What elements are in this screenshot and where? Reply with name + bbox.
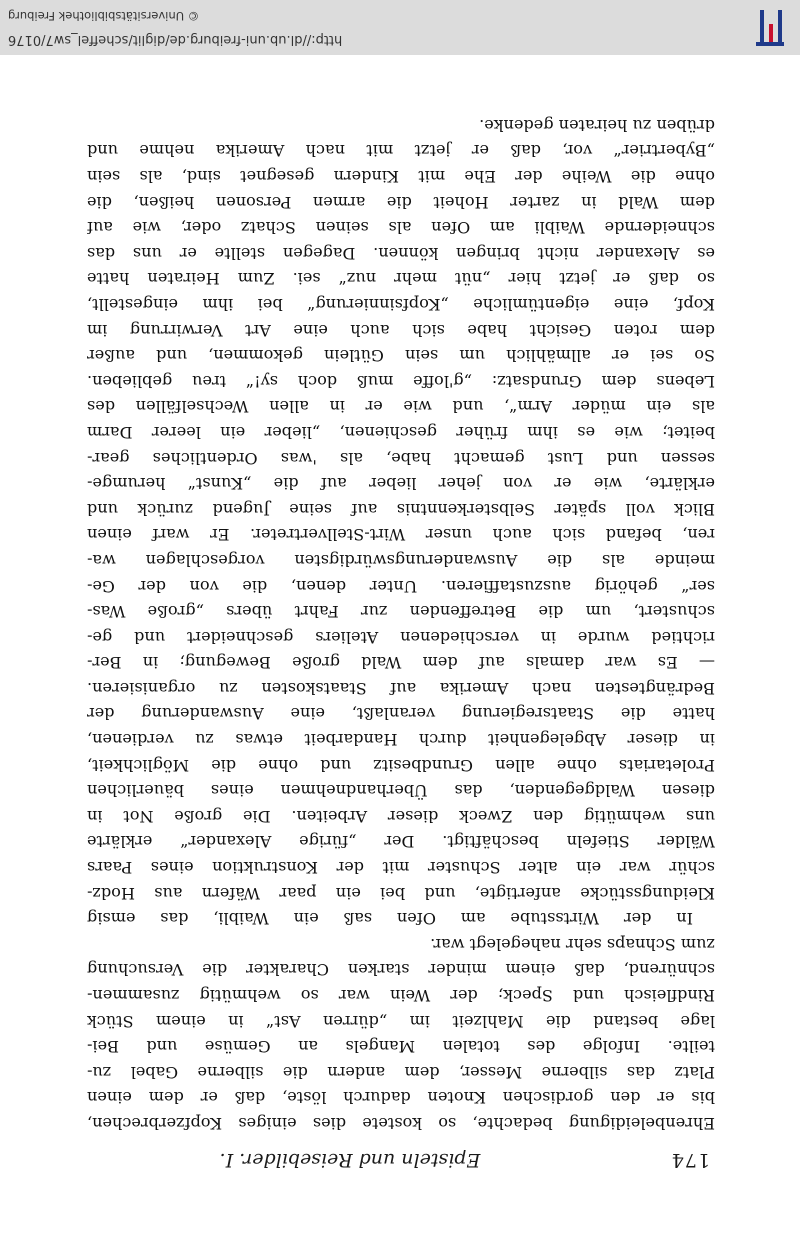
text-line: bis er den gordischen Knoten dadurch löste, daß er dem einen [87, 1088, 715, 1108]
text-line: Proletariats ohne allen Grundbesitz und ohne die Möglichkeit, [87, 755, 715, 775]
text-line: erklärte, wie er von jeher lieber auf die „Kunst“ herumge- [87, 474, 715, 494]
text-line: Platz das silberne Messer, dem andern die silberne Gabel zu- [87, 1062, 715, 1082]
text-line: Kopf, eine eigentümliche „Kopfsinnierung“ bei ihm eingestellt, [87, 295, 715, 314]
text-line: diesen Waldgegenden, das Überhandnehmen eines bäuerlichen [87, 781, 715, 801]
text-line: es Alexander nicht bringen können. Dagegen stellte er uns das [87, 243, 715, 263]
page-header [90, 1141, 710, 1171]
text-line: richtied wurde in verschiedenen Ateliers geschneidert und ge- [87, 627, 715, 647]
text-line: Bedrängtesten nach Amerika auf Staatskosten zu organisieren. [87, 678, 715, 698]
text-line: in dieser Abgelegenheit durch Handarbeit etwas zu verdienen, [87, 730, 715, 750]
text-line: schneidernde Waibli am Ofen als seinen Schatz oder, wie auf [87, 218, 715, 238]
text-line: In der Wirtsstube am Ofen saß ein Waibli, das emsig [87, 909, 693, 929]
text-line: Ehrenbeleidigung bedachte, so kostete dies einiges Kopfzerbrechen, [87, 1114, 715, 1133]
text-line: schustert, um die Betreffenden zur Fahrt übers „große Was- [87, 602, 715, 622]
logo-bar-right [760, 10, 764, 46]
text-line: sessen und Lust gemacht habe, als 'was Ordentliches gear- [87, 448, 715, 468]
text-line: so daß er jetzt hier „nüt mehr nuz“ sei. Zum Heiraten hatte [87, 269, 715, 289]
university-logo-icon [748, 6, 792, 50]
running-title: Episteln und Reisebilder. I. [219, 1149, 481, 1171]
text-line: schnürend, daß einem minder starken Charakter die Versuchung [87, 960, 715, 980]
text-line: uns wehmütig den Zweck dieser Arbeiten. Die große Not in [87, 806, 715, 826]
text-line: Rindfleisch und Speck; der Wein war so wehmütig zusammen- [87, 986, 715, 1006]
text-line: drüben zu heiraten gedenke. [479, 115, 715, 135]
text-line: beitet; wie es ihm früher geschienen, „lieber ein leerer Darm [87, 422, 715, 442]
text-line: Wälder Stiefeln beschäftigt. Der „fürige Alexander“ erklärte [87, 832, 715, 852]
page-url[interactable]: http://dl.ub.uni-freiburg.de/diglit/scheffel_sw7/0176 [8, 32, 343, 47]
text-line: „Bybertrier“ vor, daß er jetzt mit nach Amerika nehme und [87, 141, 715, 161]
text-line: ohne die Weihe der Ehe mit Kindern gesegnet sind, als sein [87, 167, 715, 187]
logo-bar-left [778, 10, 782, 46]
text-line: dem Wald in zarter Hoheit die armen Personen heißen, die [87, 192, 715, 212]
text-line: lage bestand die Mahlzeit im „dürren Ast“ in einem Stück [87, 1011, 715, 1031]
page-number: 174 [670, 1149, 710, 1171]
text-line: — Es war damals auf dem Wald große Bewegung; in Ber- [87, 653, 715, 673]
viewer-footer-bar [0, 0, 800, 55]
text-line: Lebens dem Grundsatz: „g'loffe muß doch sy!“ treu geblieben. [87, 371, 715, 391]
text-line: als ein müder Arm“, und wie er in allen Wechselfällen des [87, 397, 715, 417]
text-line: hatte die Staatsregierung veranlaßt, eine Auswanderung der [87, 704, 715, 724]
text-line: dem roten Gesicht habe sich auch eine Art Verwirrung im [87, 320, 715, 340]
text-line: schür war ein alter Schuster mit der Konstruktion eines Paars [87, 858, 715, 878]
text-line: meinde als die Auswanderungswürdigsten vorgeschlagen wa- [87, 550, 715, 570]
text-line: ren, befand sich auch unser Wirt-Stellvertreter. Er warf einen [87, 525, 715, 545]
text-line: So sei er allmählich um sein Gütlein gekommen, und außer [87, 346, 715, 366]
text-line: Kleidungsstücke anfertigte, und bei ein paar Wäfern aus Hodz- [87, 883, 715, 903]
text-line: teilte. Infolge des totalen Mangels an Gemüse und Bei- [87, 1037, 715, 1057]
text-line: Blick voll später Selbsterkenntnis auf seine Jugend zurück und [87, 499, 715, 519]
text-line: zum Schnaps sehr nahegelegt war. [430, 934, 715, 954]
body-text [87, 112, 715, 1136]
copyright-notice: © Universitätsbibliothek Freiburg [8, 9, 200, 23]
text-line: ser“ gehörig auszustaffieren. Unter denen, die von der Ge- [87, 576, 715, 596]
